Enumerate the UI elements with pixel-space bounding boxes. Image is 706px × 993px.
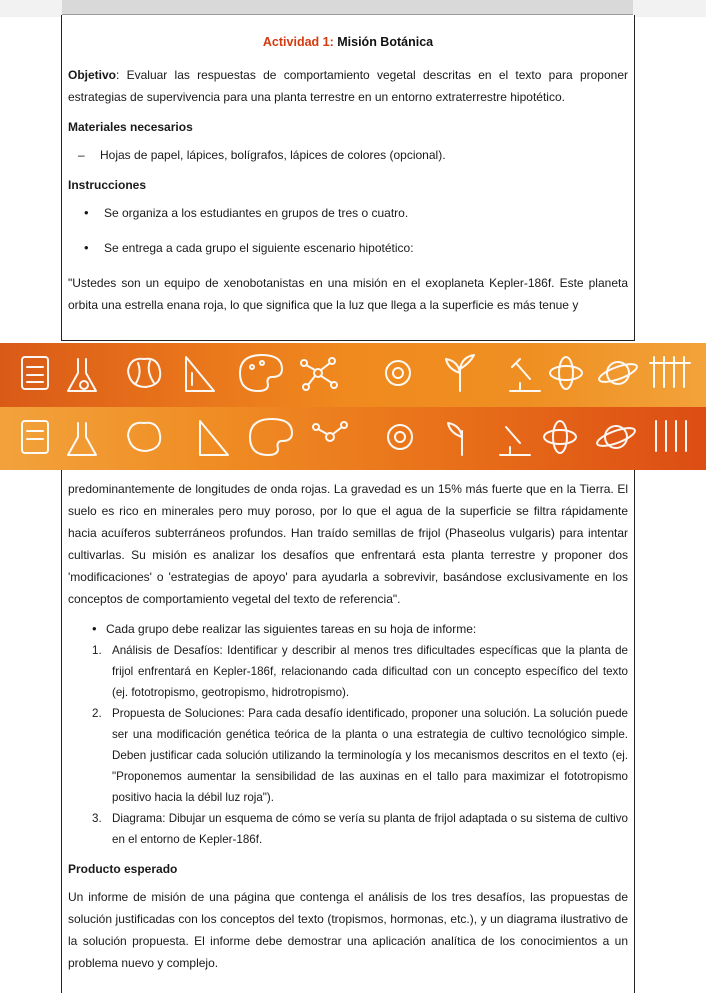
instructions-list (68, 202, 628, 259)
activity-title (68, 35, 628, 49)
materials-item: – Hojas de papel, lápices, bolígrafos, lápices de colores (opcional). (78, 148, 446, 162)
instruction-bullet: • Se entrega a cada grupo el siguiente escenario hipotético: (80, 237, 628, 259)
planet-icon (595, 425, 637, 450)
task-item: 3. Diagrama: Dibujar un esquema de cómo se vería su planta de frijol adaptada o su sistema de cultivo en el entorno de Kepler-186f. (92, 812, 628, 846)
group-tasks-intro: • Cada grupo debe realizar las siguientes tareas en su hoja de informe: (92, 618, 628, 640)
science-banner-top (0, 343, 706, 407)
product-paragraph: Un informe de misión de una página que contenga el análisis de los tres desafíos, las propuestas de solución justificadas con los conceptos del texto (tropismos, hormonas, etc.), y un diagrama ilustrativo de la solución propuesta. El informe debe demostrar una aplicación analítica de los conocimientos a un problema nuevo y complejo. (68, 890, 628, 970)
flask-icon (68, 359, 96, 391)
test-tubes-icon (650, 357, 690, 387)
brain-icon (128, 359, 160, 387)
objective-label: Objetivo (68, 68, 117, 82)
document-page-top (61, 15, 635, 341)
task-item: 2. Propuesta de Soluciones: Para cada desafío identificado, proponer una solución. La solución puede ser una modificación genética teórica de la planta o una estrategia de cultivo tecnológico simple. Deben justificar cada solución utilizando la terminología y los mecanismos descritos en el texto (ej. "Proponemos aumentar la sensibilidad de las auxinas en el tallo para maximizar el fototropismo positivo hacia la débil luz roja"). (92, 707, 628, 804)
materials-heading: Materiales necesarios (68, 120, 193, 134)
science-icons-row (0, 343, 706, 407)
materials-item-text: Hojas de papel, lápices, bolígrafos, lápices de colores (opcional). (100, 148, 446, 162)
scenario-paragraph-end: predominantemente de longitudes de onda rojas. La gravedad es un 15% más fuerte que en la Tierra. El suelo es rico en minerales pero muy poroso, por lo que el agua de la superficie se filtra rápidamente hacia acuíferos subterráneos profundos. Han traído semillas de frijol (Phaseolus vulgaris) para intentar cultivarlas. Su misión es analizar los desafíos que enfrentará esta planta terrestre y proponer dos 'modificaciones' o 'estrategias de apoyo' para ayudarla a sobrevivir, basándose exclusivamente en los conceptos de comportamiento vegetal del texto de referencia". (68, 482, 628, 606)
tasks-list (68, 640, 628, 850)
microscope-icon (500, 427, 530, 455)
instruction-bullet: • Se organiza a los estudiantes en grupos de tres o cuatro. (80, 202, 628, 224)
microscope-icon (510, 359, 540, 391)
group-tasks-list (68, 618, 628, 640)
atom-icon (550, 357, 582, 389)
document-page-bottom (61, 470, 635, 993)
scenario-paragraph-start: "Ustedes son un equipo de xenobotanistas en una misión en el exoplaneta Kepler-186f. Este planeta orbita una estrella enana roja, lo que significa que la luz que llega a la superficie es más tenue y (68, 276, 628, 312)
ruler-triangle-icon (186, 357, 214, 391)
gear-bulb-icon (386, 361, 410, 385)
plant-icon (446, 355, 474, 391)
plant-icon (448, 423, 462, 455)
objective-text: : Evaluar las respuestas de comportamiento vegetal descritas en el texto para proponer estrategias de supervivencia para una planta terrestre en un entorno extraterrestre hipotético. (68, 68, 628, 104)
molecule-icon (313, 422, 347, 441)
objective-paragraph (68, 64, 628, 108)
product-heading: Producto esperado (68, 862, 178, 876)
planet-icon (597, 361, 639, 386)
ruler-triangle-icon (200, 421, 228, 455)
task-item: 1. Análisis de Desafíos: Identificar y describir al menos tres dificultades específicas que la planta de frijol enfrentará en Kepler-186f, relacionando cada dificultad con un concepto específico del texto (ej. fototropismo, geotropismo, hidrotropismo). (92, 644, 628, 699)
molecule-icon (301, 358, 337, 390)
flask-icon (68, 423, 96, 455)
instructions-heading: Instrucciones (68, 178, 147, 192)
gear-bulb-icon (388, 425, 412, 449)
science-icons-row-2 (0, 407, 706, 470)
science-banner-bottom (0, 407, 706, 470)
activity-title-label: Actividad 1: (262, 35, 334, 49)
atom-icon (544, 421, 576, 453)
test-tubes-icon (656, 421, 686, 451)
palette-icon (250, 419, 292, 455)
palette-icon (240, 355, 282, 391)
activity-title-text: Misión Botánica (337, 35, 434, 49)
brain-icon (128, 423, 160, 451)
calculator-icon (22, 357, 48, 389)
calculator-icon (22, 421, 48, 453)
